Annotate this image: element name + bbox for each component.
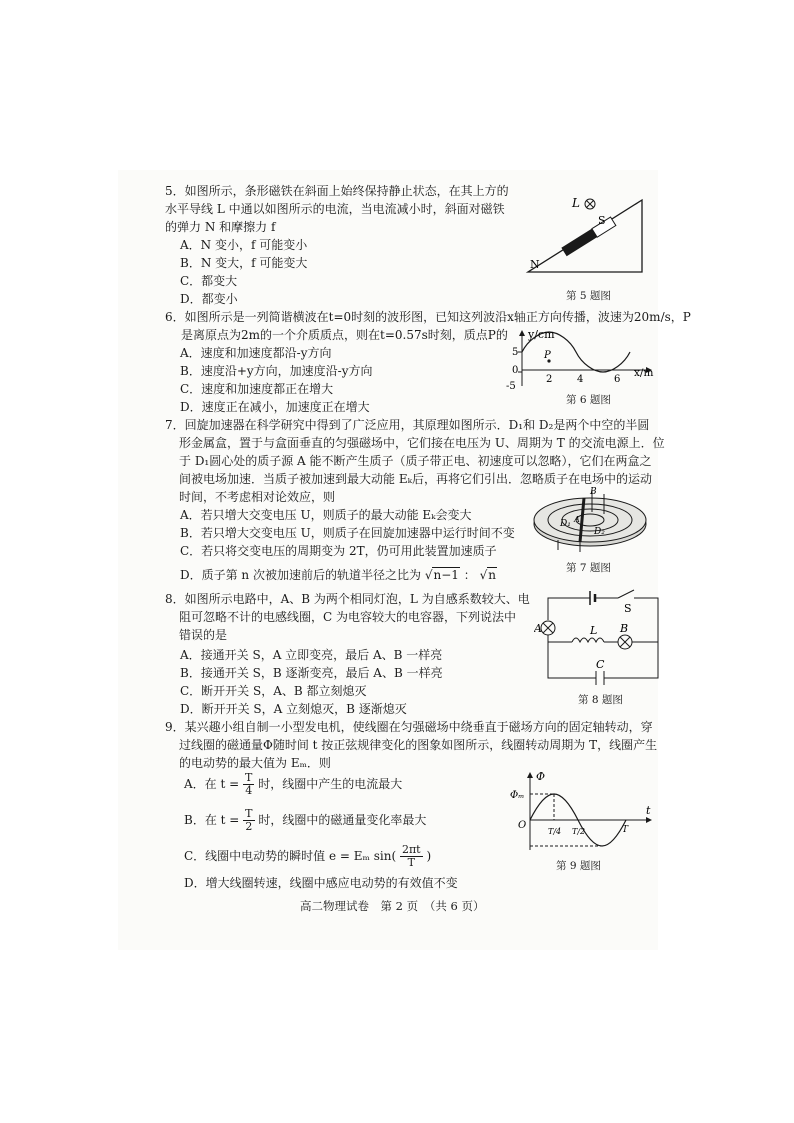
label-D2: D₂ bbox=[594, 527, 605, 537]
q9-option-b-prefix: B．在 t = bbox=[184, 813, 240, 827]
tick-y0: 0 bbox=[512, 365, 519, 376]
q7-line-3: 于 D₁圆心处的质子源 A 能不断产生质子（质子带正电、初速度可以忽略），它们在两盒之 bbox=[179, 454, 652, 468]
q7-sqrt-b: n bbox=[488, 568, 496, 582]
q7-cyclotron-figure bbox=[530, 484, 650, 556]
q9-option-c-suffix: ) bbox=[426, 849, 432, 863]
q5-caption: 第 5 题图 bbox=[566, 290, 611, 302]
label-phim: Φₘ bbox=[510, 790, 525, 801]
q5-option-b: B．N 变大，f 可能变大 bbox=[180, 256, 308, 270]
q9-option-b bbox=[184, 808, 426, 833]
q6-line-1: 6．如图所示是一列简谐横波在t=0时刻的波形图，已知这列波沿x轴正方向传播，波速为20m/s，P bbox=[165, 310, 691, 324]
q8-line-2: 阻可忽略不计的电感线圈，C 为电容较大的电容器，下列说法中 bbox=[179, 610, 516, 624]
q7-option-d-text: D．质子第 n 次被加速前后的轨道半径之比为 bbox=[180, 568, 421, 582]
q7-option-d: D．质子第 n 次被加速前后的轨道半径之比为 √n−1 ： √n bbox=[180, 568, 496, 582]
q9-option-a-frac bbox=[243, 772, 254, 797]
q6-option-a: A．速度和加速度都沿-y方向 bbox=[180, 346, 332, 360]
q8-circuit-figure bbox=[534, 588, 664, 688]
bar-magnet bbox=[561, 217, 615, 256]
label-S: S bbox=[598, 214, 606, 227]
frac-den: 4 bbox=[245, 784, 253, 797]
q7-line-1: 7．回旋加速器在科学研究中得到了广泛应用，其原理如图所示．D₁和 D₂是两个中空的半圆 bbox=[165, 418, 650, 432]
q9-option-b-frac bbox=[243, 808, 254, 833]
q7-caption: 第 7 题图 bbox=[566, 562, 611, 574]
q5-line-3: 的弹力 N 和摩擦力 f bbox=[165, 220, 276, 234]
ylabel: y/cm bbox=[528, 328, 555, 341]
q6-wave-figure bbox=[500, 328, 660, 390]
frac-num: T bbox=[245, 807, 253, 820]
q7-option-b: B．若只增大交变电压 U，则质子在回旋加速器中运行时间不变 bbox=[180, 526, 515, 540]
label-phi: Φ bbox=[536, 770, 546, 783]
q8-caption: 第 8 题图 bbox=[578, 694, 623, 706]
tick-T: T bbox=[622, 825, 629, 835]
q5-figure bbox=[520, 190, 650, 282]
q9-option-a-suffix: 时，线圈中产生的电流最大 bbox=[258, 777, 403, 791]
tick-T4: T/4 bbox=[548, 827, 562, 836]
frac-num: T bbox=[245, 771, 253, 784]
q8-option-c: C．断开开关 S，A、B 都立刻熄灭 bbox=[180, 684, 367, 698]
frac-num: 2πt bbox=[401, 843, 421, 856]
q6-option-b: B．速度沿+y方向，加速度沿-y方向 bbox=[180, 364, 373, 378]
q8-option-d: D．断开开关 S，A 立刻熄灭，B 逐渐熄灭 bbox=[180, 702, 407, 716]
label-t: t bbox=[646, 804, 651, 817]
q9-line-2: 过线圈的磁通量Φ随时间 t 按正弦规律变化的图象如图所示，线圈转动周期为 T，线圈产生 bbox=[179, 738, 658, 752]
q9-line-1: 9．某兴趣小组自制一小型发电机，使线圈在匀强磁场中绕垂直于磁场方向的固定轴转动，穿 bbox=[165, 720, 653, 734]
q5-option-c: C．都变大 bbox=[180, 274, 238, 288]
label-B: B bbox=[620, 622, 629, 635]
q9-option-b-suffix: 时，线圈中的磁通量变化率最大 bbox=[258, 813, 427, 827]
label-D1: D₁ bbox=[560, 519, 571, 529]
q8-option-a: A．接通开关 S，A 立即变亮，最后 A、B 一样亮 bbox=[180, 648, 443, 662]
switch-S bbox=[618, 590, 634, 598]
q6-option-c: C．速度和加速度都正在增大 bbox=[180, 382, 334, 396]
tick-x2: 2 bbox=[546, 374, 553, 385]
q8-line-3: 错误的是 bbox=[179, 628, 228, 642]
q9-option-d: D．增大线圈转速，线圈中感应电动势的有效值不变 bbox=[184, 876, 458, 890]
q8-line-1: 8．如图所示电路中，A、B 为两个相同灯泡，L 为自感系数较大、电 bbox=[165, 592, 530, 606]
question-5 bbox=[165, 182, 525, 236]
q7-sqrt-a: n−1 bbox=[433, 568, 459, 582]
q5-line-1: 5．如图所示，条形磁铁在斜面上始终保持静止状态，在其上方的 bbox=[165, 184, 509, 198]
q6-caption: 第 6 题图 bbox=[566, 394, 611, 406]
q7-ratio-sep: ： bbox=[463, 568, 476, 582]
q5-option-a: A．N 变小，f 可能变小 bbox=[180, 238, 308, 252]
q9-line-3: 的电动势的最大值为 Eₘ．则 bbox=[179, 756, 331, 770]
label-S: S bbox=[624, 602, 632, 615]
q7-option-c: C．若只将交变电压的周期变为 2T，仍可用此装置加速质子 bbox=[180, 544, 497, 558]
q7-option-a: A．若只增大交变电压 U，则质子的最大动能 Eₖ会变大 bbox=[180, 508, 472, 522]
q5-option-d: D．都变小 bbox=[180, 292, 238, 306]
label-L: L bbox=[590, 624, 598, 637]
tick-y5: 5 bbox=[512, 347, 519, 358]
q8-option-b: B．接通开关 S，B 逐渐变亮，最后 A、B 一样亮 bbox=[180, 666, 443, 680]
q9-option-a bbox=[184, 772, 402, 797]
inductor-L bbox=[572, 638, 604, 642]
label-P: P bbox=[544, 350, 551, 361]
q7-line-2: 形金属盒，置于与盒面垂直的匀强磁场中，它们接在电压为 U、周期为 T 的交流电源上．位 bbox=[179, 436, 665, 450]
circuit-top-left bbox=[548, 598, 590, 620]
tick-yneg5: -5 bbox=[506, 381, 516, 390]
q6-option-d: D．速度正在减小，加速度正在增大 bbox=[180, 400, 370, 414]
q5-line-2: 水平导线 L 中通以如图所示的电流，当电流减小时，斜面对磁铁 bbox=[165, 202, 505, 216]
frac-den: 2 bbox=[245, 820, 253, 833]
tick-x4: 4 bbox=[577, 374, 584, 385]
page-footer: 高二物理试卷 第 2 页 （共 6 页） bbox=[300, 899, 485, 913]
q9-caption: 第 9 题图 bbox=[556, 860, 601, 872]
label-A: A bbox=[574, 515, 580, 524]
q9-option-c bbox=[184, 844, 431, 869]
q7-line-5: 时间，不考虑相对论效应，则 bbox=[179, 490, 336, 504]
q6-line-2: 是离原点为2m的一个介质质点，则在t=0.57s时刻，质点P的 bbox=[181, 328, 508, 342]
tick-T2: T/2 bbox=[572, 827, 586, 836]
label-N: N bbox=[530, 258, 540, 271]
label-B: B bbox=[590, 487, 597, 497]
question-9 bbox=[165, 718, 657, 772]
label-L: L bbox=[572, 196, 580, 210]
frac-den: T bbox=[407, 856, 415, 869]
tick-x6: 6 bbox=[614, 374, 621, 385]
label-origin: O bbox=[518, 820, 527, 831]
question-8 bbox=[165, 590, 530, 644]
q9-option-c-frac bbox=[400, 844, 423, 869]
q9-flux-figure bbox=[508, 770, 658, 856]
q9-option-c-prefix: C．线圈中电动势的瞬时值 e = Eₘ sin( bbox=[184, 849, 397, 863]
xlabel: x/m bbox=[634, 367, 654, 379]
label-A: A bbox=[534, 622, 542, 635]
q9-option-a-prefix: A．在 t = bbox=[184, 777, 240, 791]
q7-line-4: 间被电场加速．当质子被加速到最大动能 Eₖ后，再将它们引出．忽略质子在电场中的运动 bbox=[179, 472, 652, 486]
label-C: C bbox=[596, 658, 605, 671]
